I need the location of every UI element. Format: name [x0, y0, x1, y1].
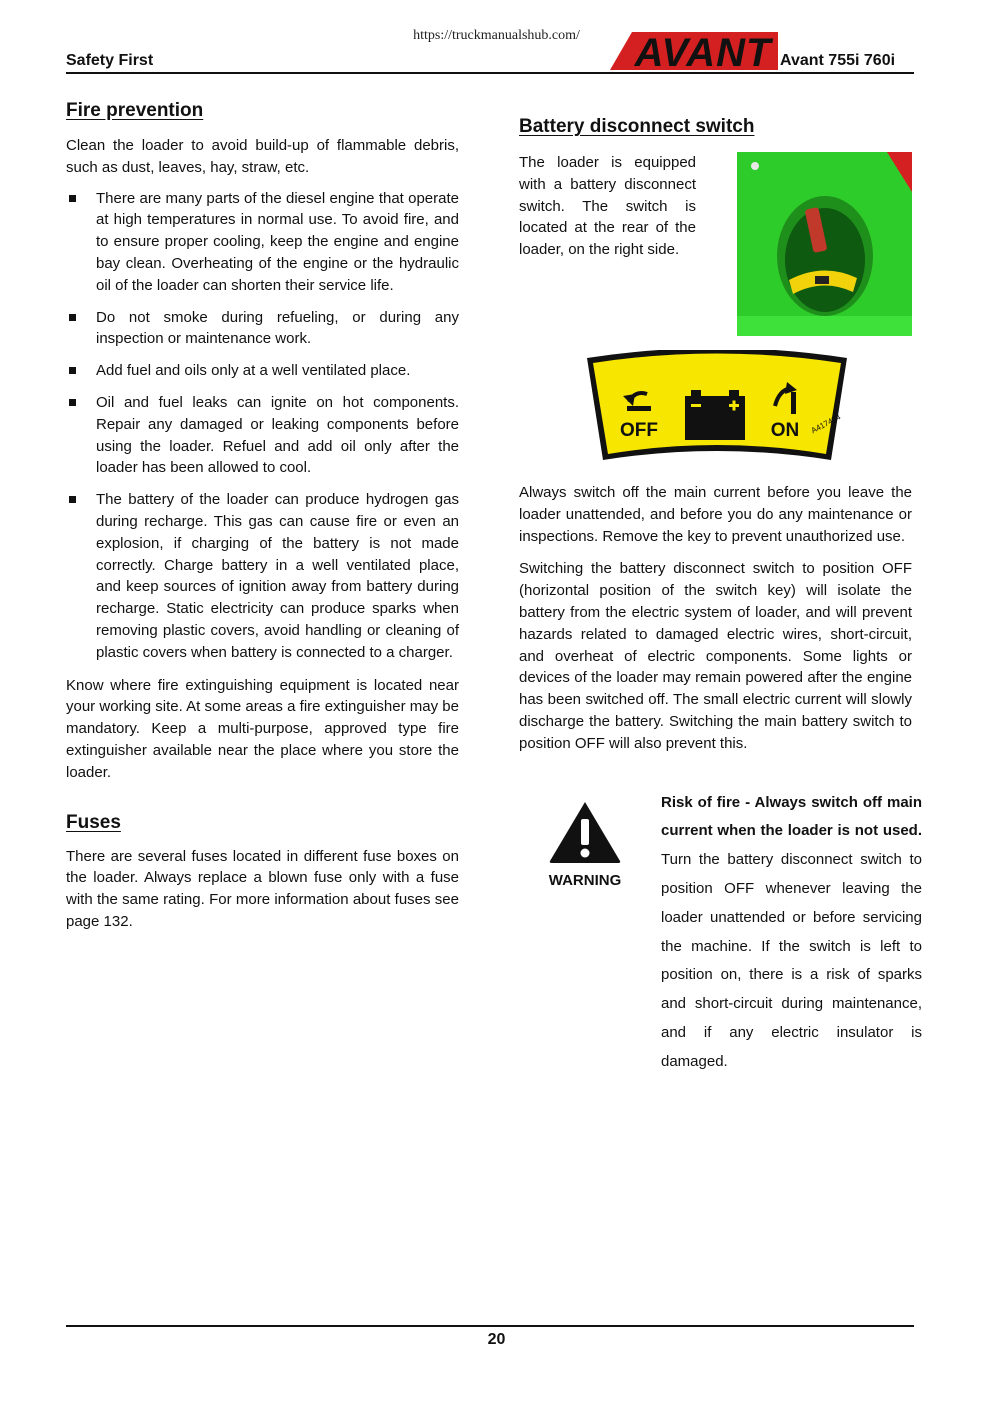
- source-url: https://truckmanualshub.com/: [413, 28, 580, 43]
- right-column: [519, 116, 922, 1109]
- list-item: The battery of the loader can produce hydrogen gas during recharge. This gas can cause fire or even an explosion, if charging of the battery is not made correctly. Charge battery in a well ventilated place, and keep sources of ignition away from battery during recharge. Static electricity can produce sparks when removing plastic covers, avoid handling or cleaning of plastic covers when battery is connected to a charger.: [66, 489, 459, 663]
- warning-body: Turn the battery disconnect switch to position OFF whenever leaving the loader unattended or before servicing the machine. If the switch is left to position on, there is a risk of sparks and short-circuit during maintenance, and if any electric insulator is damaged.: [661, 851, 922, 1070]
- warning-block: [519, 789, 922, 1109]
- footer-rule: [66, 1325, 914, 1327]
- model-name: Avant 755i 760i: [780, 52, 896, 69]
- label-off-text: OFF: [620, 420, 658, 441]
- warning-bold: Risk of fire - Always switch off main current when the loader is not used.: [661, 793, 922, 840]
- avant-logo-text: AVANT: [634, 31, 772, 70]
- bullet-icon: [69, 496, 76, 503]
- fire-bullets: [66, 188, 459, 664]
- bullet-icon: [69, 367, 76, 374]
- warning-text: [661, 789, 922, 1077]
- extinguisher-text: Know where fire extinguishing equipment is located near your working site. At some areas a fire extinguisher may be mandatory. Keep a multi-purpose, approved type fire extinguisher available near the place where you store the loader.: [66, 676, 459, 781]
- battery-switch-heading: Battery disconnect switch: [519, 116, 755, 137]
- battery-paragraph-1: Always switch off the main current before you leave the loader unattended, and before you do any maintenance or inspections. Remove the key to prevent unauthorized use.: [519, 484, 912, 545]
- warning-label: WARNING: [548, 871, 622, 889]
- fire-prevention-heading: Fire prevention: [66, 100, 204, 121]
- bullet-icon: [69, 314, 76, 321]
- battery-switch-photo: [737, 152, 912, 336]
- list-item: Oil and fuel leaks can ignite on hot components. Repair any damaged or leaking components before using the loader. Refuel and add oil only after the loader has been allowed to cool.: [66, 392, 459, 479]
- fuses-text: There are several fuses located in different fuse boxes on the loader. Always replace a blown fuse only with a fuse with the same rating. For more information about fuses see page 132.: [66, 847, 459, 930]
- list-item: Add fuel and oils only at a well ventilated place.: [66, 360, 459, 382]
- left-column: [66, 100, 459, 933]
- label-on-text: ON: [770, 420, 800, 441]
- header-rule: [66, 72, 914, 74]
- warning-triangle-icon: [547, 799, 623, 865]
- warning-symbol: [547, 799, 623, 889]
- page-number: 20: [487, 1331, 506, 1348]
- bullet-icon: [69, 399, 76, 406]
- bullet-icon: [69, 195, 76, 202]
- section-title: Safety First: [66, 52, 154, 69]
- battery-intro-row: [519, 152, 912, 336]
- avant-logo: [610, 28, 778, 70]
- fire-intro: Clean the loader to avoid build-up of flammable debris, such as dust, leaves, hay, straw, etc.: [66, 137, 459, 176]
- fuses-heading: Fuses: [66, 811, 121, 833]
- battery-paragraph-2: Switching the battery disconnect switch to position OFF (horizontal position of the switch key) will isolate the battery from the electric system of loader, and will prevent hazards related to damaged electric wires, short-circuit, and overheat of electric components. Some lights or devices of the loader may remain powered after the engine has been switched off. The small electric current will slowly discharge the battery. Switching the main battery switch to position OFF will also prevent this.: [519, 560, 912, 752]
- list-item: Do not smoke during refueling, or during any inspection or maintenance work.: [66, 307, 459, 351]
- label-code-text: A417404: [809, 412, 843, 436]
- battery-intro: The loader is equipped with a battery disconnect switch. The switch is located at the rear of the loader, on the right side.: [519, 154, 696, 259]
- list-item: There are many parts of the diesel engine that operate at high temperatures in normal use. To avoid fire, and to ensure proper cooling, keep the engine and engine bay clean. Overheating of the engine or the hydraulic oil of the loader can shorten their service life.: [66, 188, 459, 297]
- battery-switch-label: [583, 350, 851, 470]
